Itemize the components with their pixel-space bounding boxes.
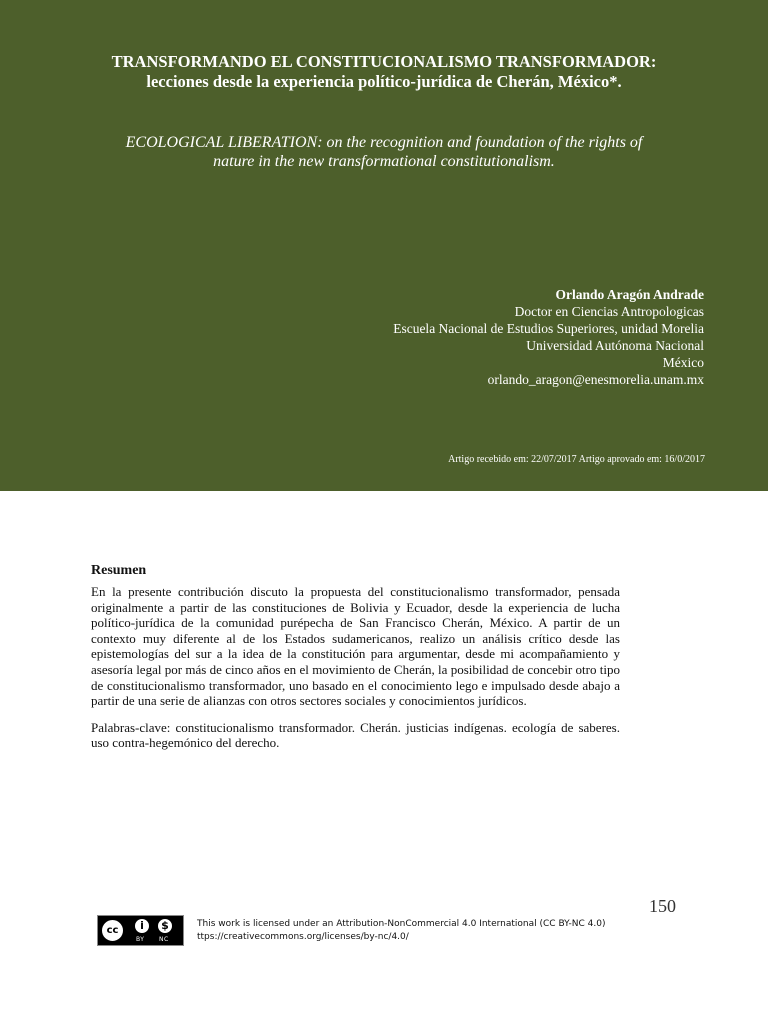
article-title-english xyxy=(60,133,708,171)
page-number: 150 xyxy=(649,896,676,916)
abstract-heading: Resumen xyxy=(91,563,147,578)
keywords: Palabras-clave: constitucionalismo transformador. Cherán. justicias indígenas. ecología de saberes. uso contra-hegemónico del derecho. xyxy=(91,719,620,751)
title-line-2: lecciones desde la experiencia político-jurídica de Cherán, México*. xyxy=(146,72,622,91)
cc-by-nc-license-badge[interactable] xyxy=(97,915,184,946)
author-name: Orlando Aragón Andrade xyxy=(555,287,704,302)
author-country: México xyxy=(662,355,704,370)
author-degree: Doctor en Ciencias Antropologicas xyxy=(514,304,704,319)
title-en-line-1: ECOLOGICAL LIBERATION: on the recognition and foundation of the rights of xyxy=(125,134,643,151)
by-label: BY xyxy=(136,936,145,943)
license-line-1: This work is licensed under an Attribution-NonCommercial 4.0 International (CC BY-NC 4.0) xyxy=(197,919,606,929)
license-text xyxy=(197,918,637,944)
title-en-line-2: nature in the new transformational constitutionalism. xyxy=(213,153,555,170)
article-title-spanish xyxy=(60,52,708,92)
nc-label: NC xyxy=(159,936,169,943)
abstract-section xyxy=(91,563,620,751)
title-banner xyxy=(0,0,768,491)
license-url[interactable]: ttps://creativecommons.org/licenses/by-nc/4.0/ xyxy=(197,932,409,942)
title-line-1: TRANSFORMANDO EL CONSTITUCIONALISMO TRANSFORMADOR: xyxy=(111,52,657,71)
author-block xyxy=(393,286,704,388)
noncommercial-icon: $ xyxy=(156,917,174,935)
author-email[interactable]: orlando_aragon@enesmorelia.unam.mx xyxy=(487,372,704,387)
attribution-icon: i xyxy=(133,917,151,935)
abstract-body: En la presente contribución discuto la propuesta del constitucionalismo transformador, pensada originalmente a partir de las constituciones de Bolivia y Ecuador, desde la experiencia de lucha político-jurídica de la comunidad purépecha de San Francisco Cherán, México. A partir de un contexto muy diferente al de los Estados sudamericanos, realizo un análisis crítico desde las epistemologías del sur a la idea de la constitución para argumentar, desde mi acompañamiento y asesoría legal por más de cinco años en el movimiento de Cherán, la posibilidad de concebir otro tipo de constitucionalismo transformador, uno basado en el conocimiento lego e impulsado desde abajo a partir de una serie de alianzas con otros sectores sociales y conocimientos jurídicos. xyxy=(91,584,620,709)
submission-dates: Artigo recebido em: 22/07/2017 Artigo aprovado em: 16/0/2017 xyxy=(448,454,705,465)
author-school: Escuela Nacional de Estudios Superiores, unidad Morelia xyxy=(393,321,704,336)
author-university: Universidad Autónoma Nacional xyxy=(526,338,704,353)
creative-commons-icon: cc xyxy=(100,918,125,943)
